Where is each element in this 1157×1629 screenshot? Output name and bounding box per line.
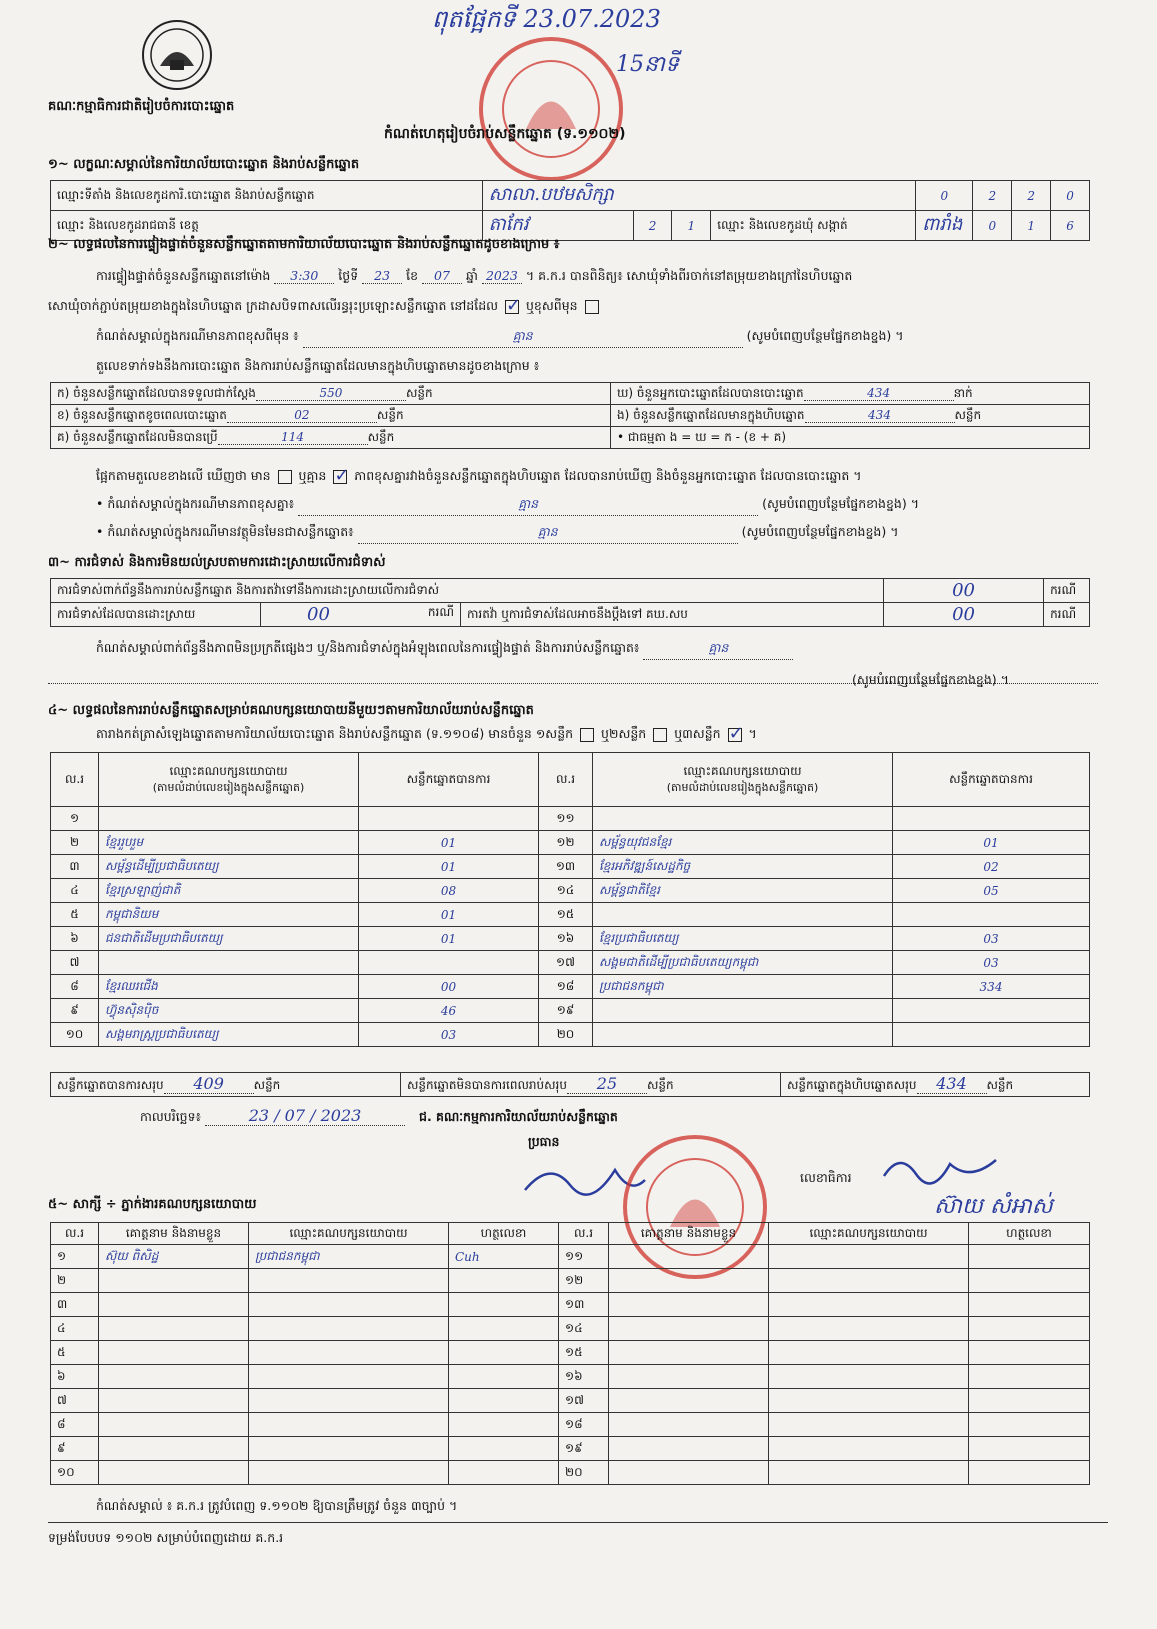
witness-name [609, 1245, 769, 1269]
tally-one-checkbox[interactable] [580, 728, 594, 742]
party-name: សង្គមជាតិដើម្បីប្រជាធិបតេយ្យកម្ពុជា [593, 951, 893, 975]
col-no: ល.រ [559, 1223, 609, 1245]
party-votes: 01 [359, 903, 539, 927]
verification-text: ។ គ.ក.រ បានពិនិត្យ៖ សោឃុំទាំងពីរចាក់នៅតម្រុយខាងក្រៅនៃហិបឆ្នោត [525, 268, 853, 283]
table-row [51, 831, 1090, 855]
witness-name [99, 1341, 249, 1365]
witness-name [99, 1293, 249, 1317]
witness-name [99, 1269, 249, 1293]
row-number: ៤ [51, 879, 99, 903]
witness-signature [969, 1461, 1090, 1485]
party-name [593, 807, 893, 831]
table-row [51, 1245, 1090, 1269]
invalid-total-label: សន្លឹកឆ្នោតមិនបានការពេលរាប់សរុប [407, 1078, 567, 1092]
row-number: ១៩ [559, 1437, 609, 1461]
witness-party [769, 1437, 969, 1461]
party-votes [893, 1023, 1090, 1047]
witness-name [99, 1317, 249, 1341]
row-number: ២០ [559, 1461, 609, 1485]
witness-table [50, 1222, 1090, 1485]
secretary-label: លេខាធិការ [800, 1170, 852, 1185]
resolved-label: ការជំទាស់ដែលបានដោះស្រាយ [51, 603, 261, 627]
party-name: កម្ពុជានិយម [99, 903, 359, 927]
party-votes: 01 [359, 831, 539, 855]
witness-name [99, 1365, 249, 1389]
witness-signature [969, 1365, 1090, 1389]
row-number: ៧ [51, 951, 99, 975]
row-number: ៣ [51, 1293, 99, 1317]
party-name [593, 903, 893, 927]
table-row [51, 807, 1090, 831]
form-title: កំណត់ហេតុរៀបចំរាប់សន្លឹកឆ្នោត (ទ.១១០២) [384, 126, 626, 142]
party-votes: 02 [893, 855, 1090, 879]
row-number: ៦ [51, 1365, 99, 1389]
witness-party [249, 1341, 449, 1365]
commune-code-1: 0 [973, 211, 1012, 241]
table-row [51, 999, 1090, 1023]
row-number: ៨ [51, 1413, 99, 1437]
witness-signature: Cuh [449, 1245, 559, 1269]
witness-party [769, 1461, 969, 1485]
row-number: ១ [51, 807, 99, 831]
unit-sheet: សន្លឹក [986, 1078, 1014, 1092]
row-number: ១៨ [539, 975, 593, 999]
section-3-title: ៣~ ការជំទាស់ និងការមិនយល់ស្របតាមការដោះស្រាយលើការជំទាស់ [48, 555, 386, 570]
seal-line [48, 298, 602, 317]
unit-sheet: សន្លឹក [405, 385, 433, 400]
row-number: ៩ [51, 999, 99, 1023]
changed-checkbox[interactable] [585, 300, 599, 314]
province-code-1: 2 [633, 211, 672, 241]
witness-name [99, 1437, 249, 1461]
witness-party [249, 1437, 449, 1461]
table-row [51, 879, 1090, 903]
witness-signature [969, 1293, 1090, 1317]
row-number: ៨ [51, 975, 99, 999]
witness-name [609, 1317, 769, 1341]
location-label: ឈ្មោះទីតាំង និងលេខកូដការិ.បោះឆ្នោត និងរាប់សន្លឹកឆ្នោត [51, 181, 483, 211]
note-3-fill: (សូមបំពេញបន្ថែមផ្នែកខាងខ្នង) ។ [741, 524, 899, 539]
table-row [51, 951, 1090, 975]
province-value: តាកែវ [482, 211, 633, 241]
spoiled-label: ខ) ចំនួនសន្លឹកឆ្នោតខូចពេលបោះឆ្នោត [57, 407, 227, 422]
col-party-sub: (តាមលំដាប់លេខរៀងក្នុងសន្លឹកឆ្នោត) [152, 780, 305, 794]
tally-three-label: ឬ៣សន្លឹក [674, 726, 721, 741]
party-votes [359, 951, 539, 975]
note-1-label: កំណត់សម្គាល់ក្នុងករណីមានភាពខុសពីមុន ៖ [96, 328, 299, 343]
row-number: ៥ [51, 903, 99, 927]
witness-party [769, 1245, 969, 1269]
unit-sheet: សន្លឹក [646, 1078, 674, 1092]
figures-intro: តួលេខទាក់ទងនឹងការបោះឆ្នោត និងការរាប់សន្លឹកឆ្នោតដែលមានក្នុងហិបឆ្នោតមានដូចខាងក្រោម ៖ [96, 358, 540, 373]
witness-name [99, 1413, 249, 1437]
row-number: ៤ [51, 1317, 99, 1341]
commune-label: ឈ្មោះ និងលេខកូដឃុំ សង្កាត់ [711, 211, 916, 241]
witness-party [769, 1341, 969, 1365]
table-row [51, 1365, 1090, 1389]
table-row [51, 1413, 1090, 1437]
col-signature: ហត្ថលេខា [449, 1223, 559, 1245]
col-party: ឈ្មោះគណបក្សនយោបាយ [169, 763, 288, 778]
witness-signature [969, 1341, 1090, 1365]
row-number: ១៧ [559, 1389, 609, 1413]
party-votes: 01 [359, 855, 539, 879]
party-name: សម្ព័ន្ធជាតិខ្មែរ [593, 879, 893, 903]
spoiled-value: 02 [227, 408, 377, 423]
party-votes: 334 [893, 975, 1090, 999]
row-number: ១០ [51, 1023, 99, 1047]
row-number: ១៤ [559, 1317, 609, 1341]
date-value: 23 / 07 / 2023 [205, 1106, 405, 1126]
invalid-total-value: 25 [567, 1074, 647, 1094]
row-number: ១៦ [539, 927, 593, 951]
difference-has-label: ផ្អែកតាមតួលេខខាងលើ ឃើញថា មាន [96, 468, 271, 483]
witness-name [609, 1461, 769, 1485]
row-number: ១៧ [539, 951, 593, 975]
difference-yes-checkbox[interactable] [278, 470, 292, 484]
table-row [51, 1437, 1090, 1461]
row-number: ៦ [51, 927, 99, 951]
party-votes: 03 [893, 951, 1090, 975]
table-row [51, 927, 1090, 951]
row-number: ១២ [559, 1269, 609, 1293]
witness-name [99, 1461, 249, 1485]
row-number: ៧ [51, 1389, 99, 1413]
witness-signature [969, 1317, 1090, 1341]
verification-line [96, 268, 852, 287]
row-number: ២០ [539, 1023, 593, 1047]
col-party: ឈ្មោះគណបក្សនយោបាយ [249, 1223, 449, 1245]
commune-code-3: 6 [1051, 211, 1090, 241]
table-row [51, 1461, 1090, 1485]
witness-name [609, 1341, 769, 1365]
handwritten-note: ពុតផ្អែកទី 23.07.2023 [432, 5, 661, 33]
party-name: ហ៊្វុនស៊ិនប៉ិច [99, 999, 359, 1023]
section-3-fill: (សូមបំពេញបន្ថែមផ្នែកខាងខ្នង) ។ [852, 672, 1009, 687]
date-label: កាលបរិច្ឆេទ៖ [140, 1109, 202, 1124]
tally-one-label: តារាងកត់ត្រាសំឡេងឆ្នោតតាមការិយាល័យបោះឆ្នោត និងរាប់សន្លឹកឆ្នោត (ទ.១១០៨) មានចំនួន ១សន្លឹក [96, 726, 574, 741]
table-row [51, 1269, 1090, 1293]
verification-year: 2023 [482, 268, 522, 284]
col-name: គោត្តនាម និងនាមខ្លួន [609, 1223, 769, 1245]
party-name [99, 951, 359, 975]
tally-sheet-line: តារាងកត់ត្រាសំឡេងឆ្នោតតាមការិយាល័យបោះឆ្នោត និងរាប់សន្លឹកឆ្នោត (ទ.១១០៨) មានចំនួន ១សន្លឹក ឬ២សន្លឹក ឬ៣សន្លឹក ✓ ។ [96, 726, 757, 745]
tally-two-checkbox[interactable] [653, 728, 667, 742]
witness-party: ប្រជាជនកម្ពុជា [249, 1245, 449, 1269]
witness-party [249, 1293, 449, 1317]
row-number: ១៣ [559, 1293, 609, 1317]
witness-party [769, 1413, 969, 1437]
witness-name [609, 1413, 769, 1437]
row-number: ១៤ [539, 879, 593, 903]
witness-party [769, 1293, 969, 1317]
party-name [593, 999, 893, 1023]
verification-day: 23 [362, 268, 402, 284]
note-1-line [96, 328, 903, 348]
difference-no-checkbox[interactable] [333, 470, 347, 484]
witness-signature [969, 1245, 1090, 1269]
section-1-title: ១~ លក្ខណៈសម្គាល់នៃការិយាល័យបោះឆ្នោត និងរាប់សន្លឹកឆ្នោត [48, 157, 360, 172]
complaint-value: 00 [884, 579, 1044, 603]
verification-month: 07 [422, 268, 462, 284]
section-2-title: ២~ លទ្ធផលនៃការផ្ទៀងផ្ទាត់ចំនួនសន្លឹកឆ្នោតតាមការិយាល័យបោះឆ្នោត និងរាប់សន្លឹកឆ្នោតដូចខាងក្រោម ៖ [48, 237, 560, 252]
case-unit: ករណី [1044, 579, 1090, 603]
valid-total-value: 409 [164, 1074, 254, 1094]
chair-label: ប្រធាន [528, 1134, 560, 1149]
party-votes [893, 807, 1090, 831]
secretary-signature-icon [880, 1146, 1000, 1192]
section-4-title: ៤~ លទ្ធផលនៃការរាប់សន្លឹកឆ្នោតសម្រាប់គណបក្សនយោបាយនីមួយៗតាមការិយាល័យរាប់សន្លឹកឆ្នោត [48, 703, 534, 718]
official-stamp-icon [476, 34, 626, 184]
table-row [51, 975, 1090, 999]
unused-label: គ) ចំនួនសន្លឹកឆ្នោតដែលមិនបានប្រើ [57, 429, 218, 444]
row-number: ១ [51, 1245, 99, 1269]
witness-signature [449, 1341, 559, 1365]
complaint-label: ការជំទាស់ពាក់ព័ន្ធនឹងការរាប់សន្លឹកឆ្នោត និងការតវ៉ាទៅនឹងការដោះស្រាយលើការជំទាស់ [51, 579, 884, 603]
party-votes: 08 [359, 879, 539, 903]
note-3-label: • កំណត់សម្គាល់ក្នុងករណីមានវត្ថុមិនមែនជាសន្លឹកឆ្នោត៖ [96, 524, 354, 539]
valid-total-label: សន្លឹកឆ្នោតបានការសរុប [57, 1078, 164, 1092]
province-label: ឈ្មោះ និងលេខកូដរាជធានី ខេត្ត [51, 211, 483, 241]
verification-time: 3:30 [274, 268, 334, 284]
table-row [51, 903, 1090, 927]
party-votes [893, 903, 1090, 927]
note-1-value: គ្មាន [303, 328, 743, 348]
footnote: កំណត់សម្គាល់ ៖ គ.ក.រ ត្រូវបំពេញ ទ.១១០២ ឱ្យបានត្រឹមត្រូវ ចំនួន ៣ច្បាប់ ។ [96, 1498, 458, 1513]
difference-text: ភាពខុសគ្នារវាងចំនួនសន្លឹកឆ្នោតក្នុងហិបឆ្នោត ដែលបានរាប់ឃើញ និងចំនួនអ្នកបោះឆ្នោត ដែលបានបោះឆ្នោត ។ [354, 468, 862, 483]
witness-name: ស៊ុយ ពិសិដ្ឋ [99, 1245, 249, 1269]
table-row [51, 1317, 1090, 1341]
appeal-value: 00 [884, 603, 1044, 627]
witness-party [769, 1317, 969, 1341]
witness-signature [969, 1413, 1090, 1437]
location-value: សាលា.បឋមសិក្សា [482, 181, 916, 211]
party-name: សម្ព័ន្ធដើម្បីប្រជាធិបតេយ្យ [99, 855, 359, 879]
col-party: ឈ្មោះគណបក្សនយោបាយ [683, 763, 802, 778]
table-row [51, 1023, 1090, 1047]
party-name: ខ្មែរឈរជើង [99, 975, 359, 999]
location-code-3: 2 [1012, 181, 1051, 211]
witness-signature [449, 1461, 559, 1485]
note-2-value: គ្មាន [298, 496, 758, 516]
col-votes: សន្លឹកឆ្នោតបានការ [359, 753, 539, 807]
party-name: ខ្មែរអភិវឌ្ឍន៍សេដ្ឋកិច្ច [593, 855, 893, 879]
witness-party [249, 1413, 449, 1437]
witness-party [249, 1389, 449, 1413]
footer-divider [48, 1522, 1108, 1523]
witness-name [609, 1389, 769, 1413]
table-row [51, 1389, 1090, 1413]
tally-two-label: ឬ២សន្លឹក [601, 726, 647, 741]
witness-signature [449, 1437, 559, 1461]
party-name: ជនជាតិដើមប្រជាធិបតេយ្យ [99, 927, 359, 951]
location-code-1: 0 [916, 181, 973, 211]
form-footer: ទម្រង់បែបបទ ១១០២ សម្រាប់បំពេញដោយ គ.ក.រ [48, 1530, 284, 1545]
party-votes: 05 [893, 879, 1090, 903]
col-votes: សន្លឹកឆ្នោតបានការ [893, 753, 1090, 807]
col-no: ល.រ [51, 753, 99, 807]
totals-table [50, 1072, 1090, 1097]
section-1-table [50, 180, 1090, 241]
witness-name [99, 1389, 249, 1413]
voters-value: 434 [804, 386, 954, 401]
commune-code-2: 1 [1012, 211, 1051, 241]
location-code-4: 0 [1051, 181, 1090, 211]
section-5-title: ៥~ សាក្សី ÷ ភ្នាក់ងារគណបក្សនយោបាយ [48, 1197, 257, 1212]
row-number: ១៩ [539, 999, 593, 1023]
row-number: ៣ [51, 855, 99, 879]
case-unit: ករណី [427, 605, 454, 619]
formula: • ជាធម្មតា ង = ឃ = ក - (ខ + គ) [611, 427, 1090, 449]
col-no: ល.រ [539, 753, 593, 807]
party-name: ខ្មែររួបរួម [99, 831, 359, 855]
resolved-value: 00 [307, 604, 330, 625]
witness-signature [449, 1413, 559, 1437]
party-name: ប្រជាជនកម្ពុជា [593, 975, 893, 999]
note-1-fill: (សូមបំពេញបន្ថែមផ្នែកខាងខ្នង) ។ [746, 328, 904, 343]
witness-signature [969, 1269, 1090, 1293]
col-party: ឈ្មោះគណបក្សនយោបាយ [769, 1223, 969, 1245]
witness-signature [969, 1437, 1090, 1461]
commune-value: ពារាំង [916, 211, 973, 241]
party-votes: 00 [359, 975, 539, 999]
table-row [51, 855, 1090, 879]
party-votes: 01 [359, 927, 539, 951]
col-name: គោត្តនាម និងនាមខ្លួន [99, 1223, 249, 1245]
verification-time-label: ការផ្ទៀងផ្ទាត់ចំនួនសន្លឹកឆ្នោតនៅម៉ោង [96, 268, 271, 283]
witness-party [249, 1461, 449, 1485]
date-line [140, 1106, 618, 1128]
figures-table [50, 382, 1090, 449]
month-label: ខែ [406, 268, 419, 283]
note-3-line [96, 524, 898, 544]
row-number: ១១ [559, 1245, 609, 1269]
handwritten-time: 15នាទី [616, 52, 679, 77]
party-votes: 03 [359, 1023, 539, 1047]
unit-sheet: សន្លឹក [376, 407, 404, 422]
in-box-label: ង) ចំនួនសន្លឹកឆ្នោតដែលមានក្នុងហិបឆ្នោត [617, 407, 805, 422]
secretary-name: ស៊ាយ សំអាស់ [934, 1194, 1053, 1219]
party-votes [893, 999, 1090, 1023]
party-votes: 46 [359, 999, 539, 1023]
received-label: ក) ចំនួនសន្លឹកឆ្នោតដែលបានទទួលជាក់ស្ដែង [57, 385, 256, 400]
party-name: សង្គមរាស្ត្រប្រជាធិបតេយ្យ [99, 1023, 359, 1047]
party-name [99, 807, 359, 831]
unchanged-checkbox[interactable] [505, 300, 519, 314]
row-number: ១២ [539, 831, 593, 855]
row-number: ១៥ [539, 903, 593, 927]
row-number: ២ [51, 1269, 99, 1293]
witness-party [769, 1365, 969, 1389]
witness-party [769, 1269, 969, 1293]
appeal-label: ការតវ៉ា ឬការជំទាស់ដែលអាចនឹងប្ដឹងទៅ គឃ.សប [461, 603, 884, 627]
party-name: ខ្មែរប្រជាធិបតេយ្យ [593, 927, 893, 951]
org-name: គណៈកម្មាធិការជាតិរៀបចំការបោះឆ្នោត [48, 99, 235, 114]
province-code-2: 1 [672, 211, 711, 241]
section-3-table [50, 578, 1090, 627]
note-2-line [96, 496, 919, 516]
box-total-label: សន្លឹកឆ្នោតក្នុងហិបឆ្នោតសរុប [787, 1078, 917, 1092]
witness-name [609, 1269, 769, 1293]
witness-party [769, 1389, 969, 1413]
row-number: ១៥ [559, 1341, 609, 1365]
unit-sheet: សន្លឹក [367, 429, 395, 444]
party-votes [359, 807, 539, 831]
year-label: ឆ្នាំ [465, 268, 478, 283]
witness-signature [969, 1389, 1090, 1413]
difference-no-label: ឬគ្មាន [298, 468, 327, 483]
nec-emblem-icon [140, 18, 214, 92]
box-total-value: 434 [917, 1074, 987, 1094]
tally-three-checkbox[interactable] [728, 728, 742, 742]
note-2-label: • កំណត់សម្គាល់ក្នុងករណីមានភាពខុសគ្នា៖ [96, 496, 295, 511]
col-no: ល.រ [51, 1223, 99, 1245]
table-row [51, 1293, 1090, 1317]
irregularity-label: កំណត់សម្គាល់ពាក់ព័ន្ធនឹងភាពមិនប្រក្រតីផ្សេងៗ ឬ/និងការជំទាស់ក្នុងអំឡុងពេលនៃការផ្ទៀងផ្ទាត់ និងការរាប់សន្លឹកឆ្នោត៖ [96, 640, 640, 655]
witness-party [249, 1269, 449, 1293]
row-number: ១៦ [559, 1365, 609, 1389]
witness-name [609, 1437, 769, 1461]
location-code-2: 2 [973, 181, 1012, 211]
section-3-note [96, 640, 793, 660]
seal-text: សោឃុំចាក់ភ្ជាប់តម្រុយខាងក្នុងនៃហិបឆ្នោត ក្រដាសបិទពាសលើរន្ធរុះប្រឡោះសន្លឹកឆ្នោត នៅដដែល [48, 298, 499, 313]
party-name [593, 1023, 893, 1047]
col-party-sub: (តាមលំដាប់លេខរៀងក្នុងសន្លឹកឆ្នោត) [666, 780, 819, 794]
note-3-value: គ្មាន [358, 524, 738, 544]
unit-sheet: សន្លឹក [253, 1078, 281, 1092]
row-number: ១១ [539, 807, 593, 831]
results-table [50, 752, 1090, 1047]
note-2-fill: (សូមបំពេញបន្ថែមផ្នែកខាងខ្នង) ។ [762, 496, 919, 511]
difference-line [96, 468, 862, 487]
witness-party [249, 1317, 449, 1341]
witness-name [609, 1365, 769, 1389]
unit-sheet: សន្លឹក [954, 407, 982, 422]
row-number: ១៨ [559, 1413, 609, 1437]
witness-signature [449, 1317, 559, 1341]
case-unit: ករណី [1044, 603, 1090, 627]
party-votes: 01 [893, 831, 1090, 855]
irregularity-value: គ្មាន [643, 640, 793, 660]
row-number: ៥ [51, 1341, 99, 1365]
witness-signature [449, 1365, 559, 1389]
row-number: ២ [51, 831, 99, 855]
witness-signature [449, 1389, 559, 1413]
row-number: ១០ [51, 1461, 99, 1485]
committee-label: ជ. គណៈកម្មការការិយាល័យរាប់សន្លឹកឆ្នោត [419, 1109, 618, 1124]
col-signature: ហត្ថលេខា [969, 1223, 1090, 1245]
unit-person: នាក់ [953, 385, 973, 400]
table-row [51, 1341, 1090, 1365]
received-value: 550 [256, 386, 406, 401]
row-number: ៩ [51, 1437, 99, 1461]
party-votes: 03 [893, 927, 1090, 951]
party-name: ខ្មែរស្រឡាញ់ជាតិ [99, 879, 359, 903]
voters-label: ឃ) ចំនួនអ្នកបោះឆ្នោតដែលបានបោះឆ្នោត [617, 385, 804, 400]
party-name: សម្ព័ន្ធយុវជនខ្មែរ [593, 831, 893, 855]
changed-label: ឬខុសពីមុន [526, 298, 578, 313]
witness-signature [449, 1269, 559, 1293]
unused-value: 114 [218, 430, 368, 445]
witness-name [609, 1293, 769, 1317]
witness-party [249, 1365, 449, 1389]
secretary-line [800, 1170, 852, 1189]
witness-signature [449, 1293, 559, 1317]
in-box-value: 434 [805, 408, 955, 423]
row-number: ១៣ [539, 855, 593, 879]
day-label: ថ្ងៃទី [338, 268, 359, 283]
